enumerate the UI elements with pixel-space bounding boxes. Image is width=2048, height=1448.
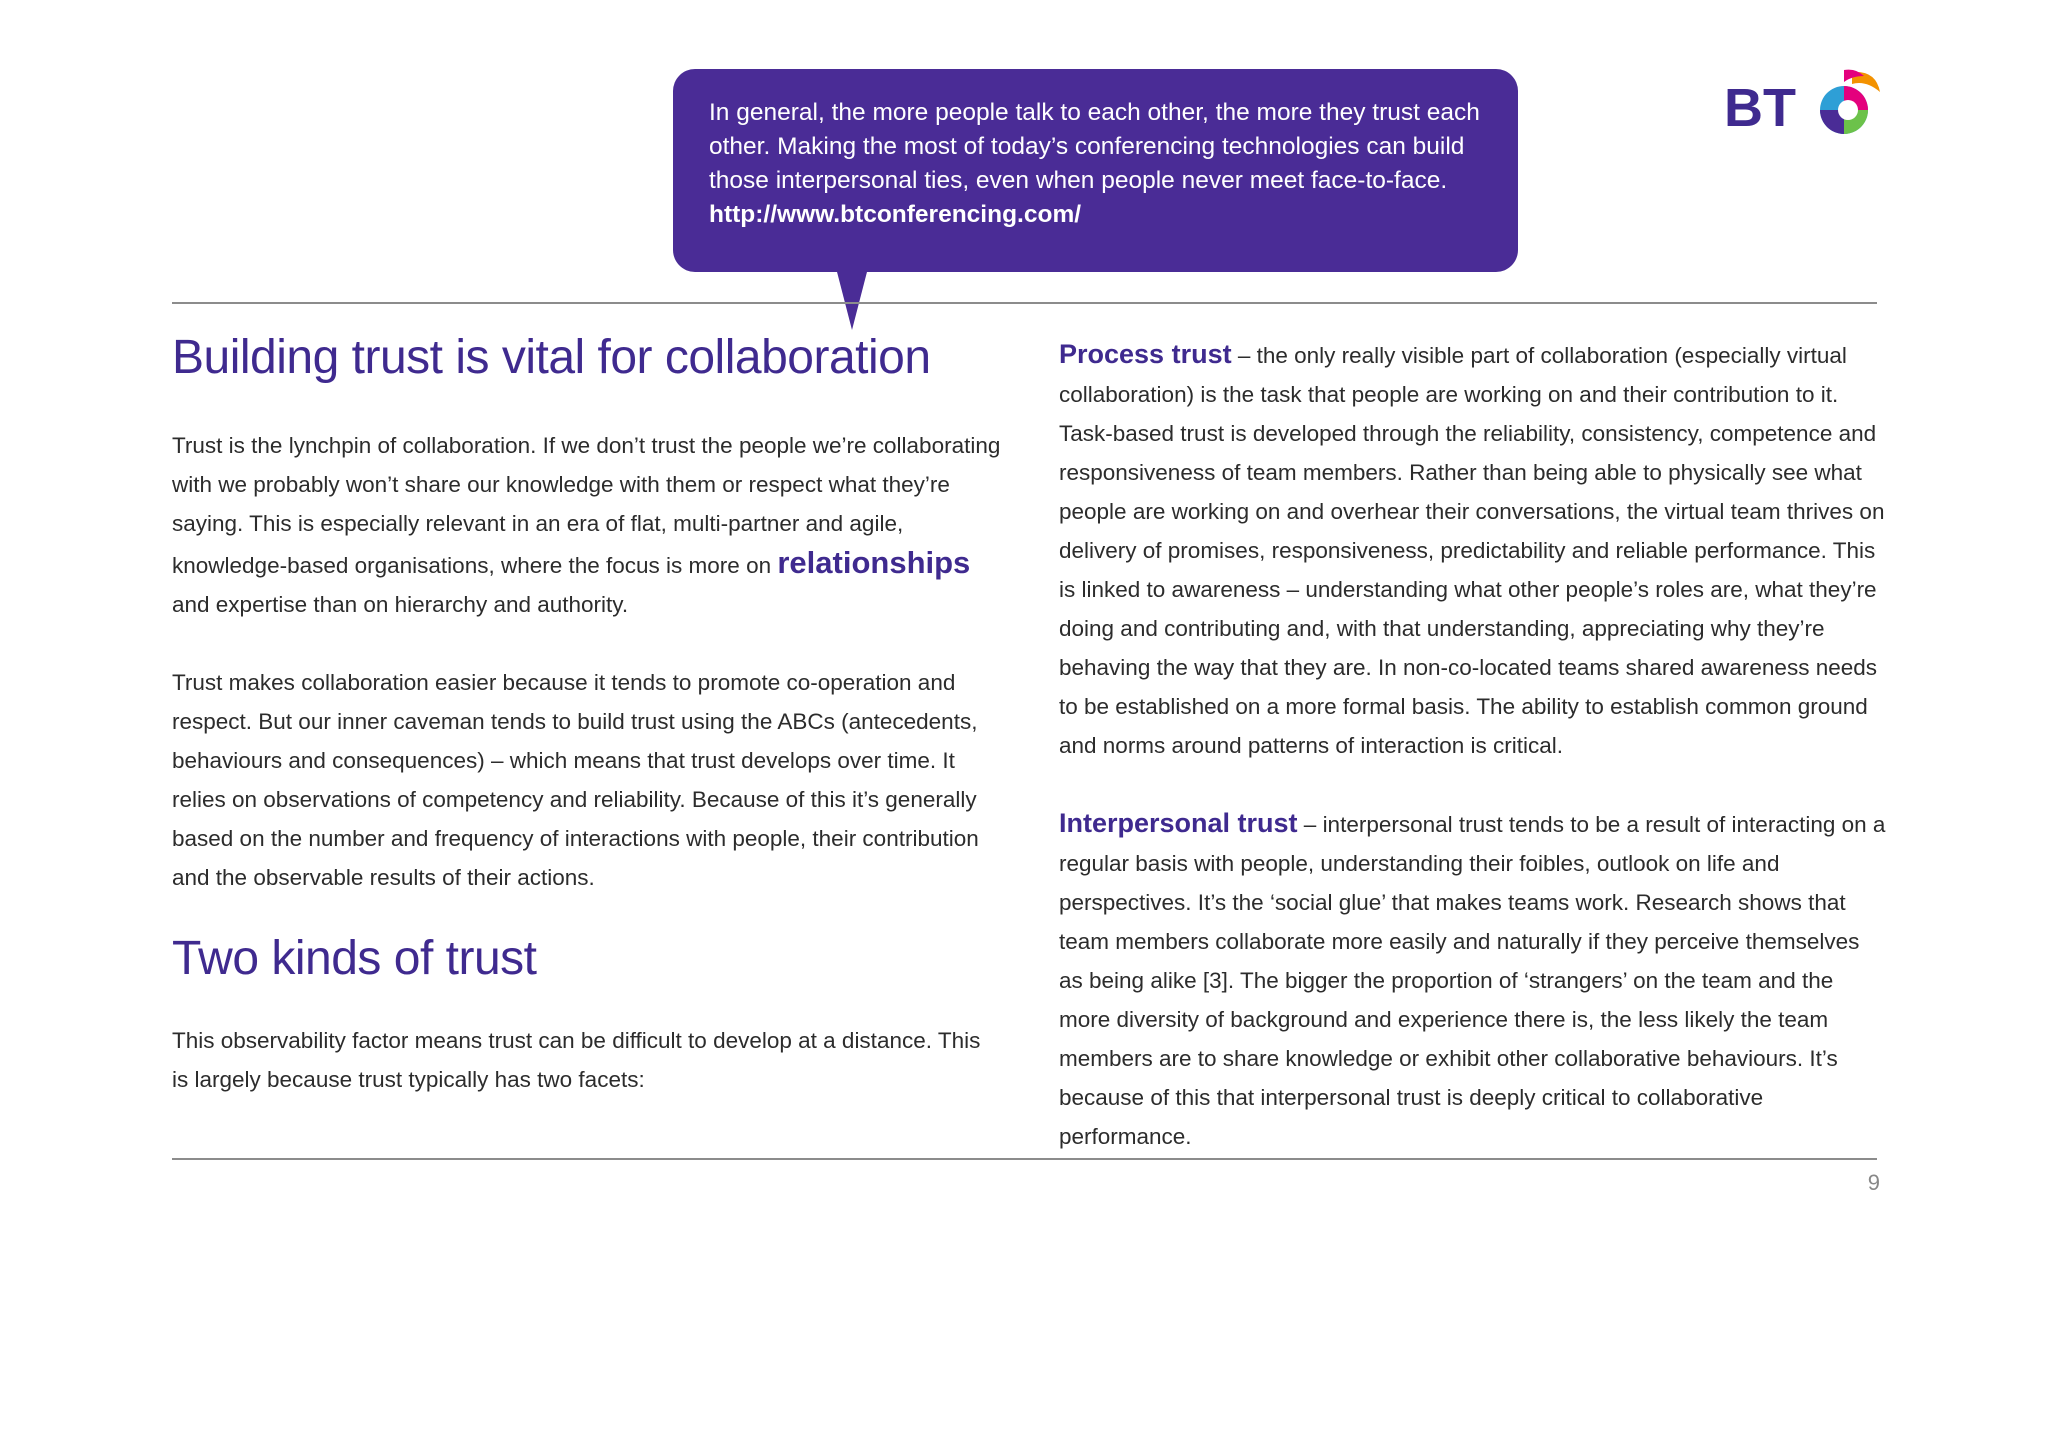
interpersonal-trust-text: – interpersonal trust tends to be a result of interacting on a regular basis with people, understanding their foibles, outlook on life and perspectives. It’s the ‘social glue’ that makes teams work. Research shows that team members collaborate more easily and naturally if they perceive themselves as being alike [3]. The bigger the proportion of ‘strangers’ on the team and the more diversity of background and experience there is, the less likely the team members are to share knowledge or exhibit other collaborative behaviours. It’s because of this that interpersonal trust is deeply critical to collaborative performance. — [1059, 812, 1886, 1149]
process-trust-text: – the only really visible part of collaboration (especially virtual collaboration) is the task that people are working on and their contribution to it. Task-based trust is developed through the reliability, consistency, competence and responsiveness of team members. Rather than being able to physically see what people are working on and overhear their conversations, the virtual team thrives on delivery of promises, responsiveness, predictability and reliable performance. This is linked to awareness – understanding what other people’s roles are, what they’re doing and contributing and, with that understanding, appreciating why they’re behaving the way that they are. In non-co-located teams shared awareness needs to be established on a more formal basis. The ability to establish common ground and norms around patterns of interaction is critical. — [1059, 343, 1885, 758]
callout-text: In general, the more people talk to each other, the more they trust each other. Making the most of today’s conferencing technologies can build those interpersonal ties, even when people never meet face-to-face. — [709, 99, 1480, 194]
bt-logo — [1724, 66, 1886, 146]
right-column — [1059, 335, 1889, 1156]
paragraph-process-trust — [1059, 335, 1889, 765]
callout-pointer — [836, 268, 868, 330]
interpersonal-trust-lead: Interpersonal trust — [1059, 808, 1298, 838]
bt-globe-icon — [1820, 70, 1880, 134]
left-column — [172, 328, 1002, 1099]
bt-logo-text: BT — [1724, 78, 1796, 138]
emphasis-relationships: relationships — [777, 545, 971, 580]
heading-two-kinds: Two kinds of trust — [172, 932, 537, 985]
paragraph-observability: This observability factor means trust can be difficult to develop at a distance. This is largely because trust typically has two facets: — [172, 1028, 981, 1092]
paragraph-interpersonal-trust — [1059, 804, 1889, 1156]
process-trust-lead: Process trust — [1059, 339, 1232, 369]
paragraph-lynchpin-start: Trust is the lynchpin of collaboration. If we don’t trust the people we’re collaborating with we probably won’t share our knowledge with them or respect what they’re saying. This is especially relevant in an era of flat, multi-partner and agile, knowledge-based organisations, where the focus is more on — [172, 433, 1001, 578]
paragraph-caveman: Trust makes collaboration easier because it tends to promote co-operation and respect. But our inner caveman tends to build trust using the ABCs (antecedents, behaviours and consequences) – which means that trust develops over time. It relies on observations of competency and reliability. Because of this it’s generally based on the number and frequency of interactions with people, their contribution and the observable results of their actions. — [172, 670, 979, 890]
bottom-divider — [172, 1158, 1877, 1160]
page-number: 9 — [1867, 1170, 1880, 1195]
heading-building-trust: Building trust is vital for collaboration — [172, 331, 931, 384]
paragraph-lynchpin — [172, 426, 1002, 624]
callout-url-link[interactable]: http://www.btconferencing.com/ — [709, 201, 1082, 228]
paragraph-lynchpin-end: and expertise than on hierarchy and authority. — [172, 592, 629, 617]
quote-callout — [673, 69, 1518, 272]
top-divider — [172, 302, 1877, 304]
